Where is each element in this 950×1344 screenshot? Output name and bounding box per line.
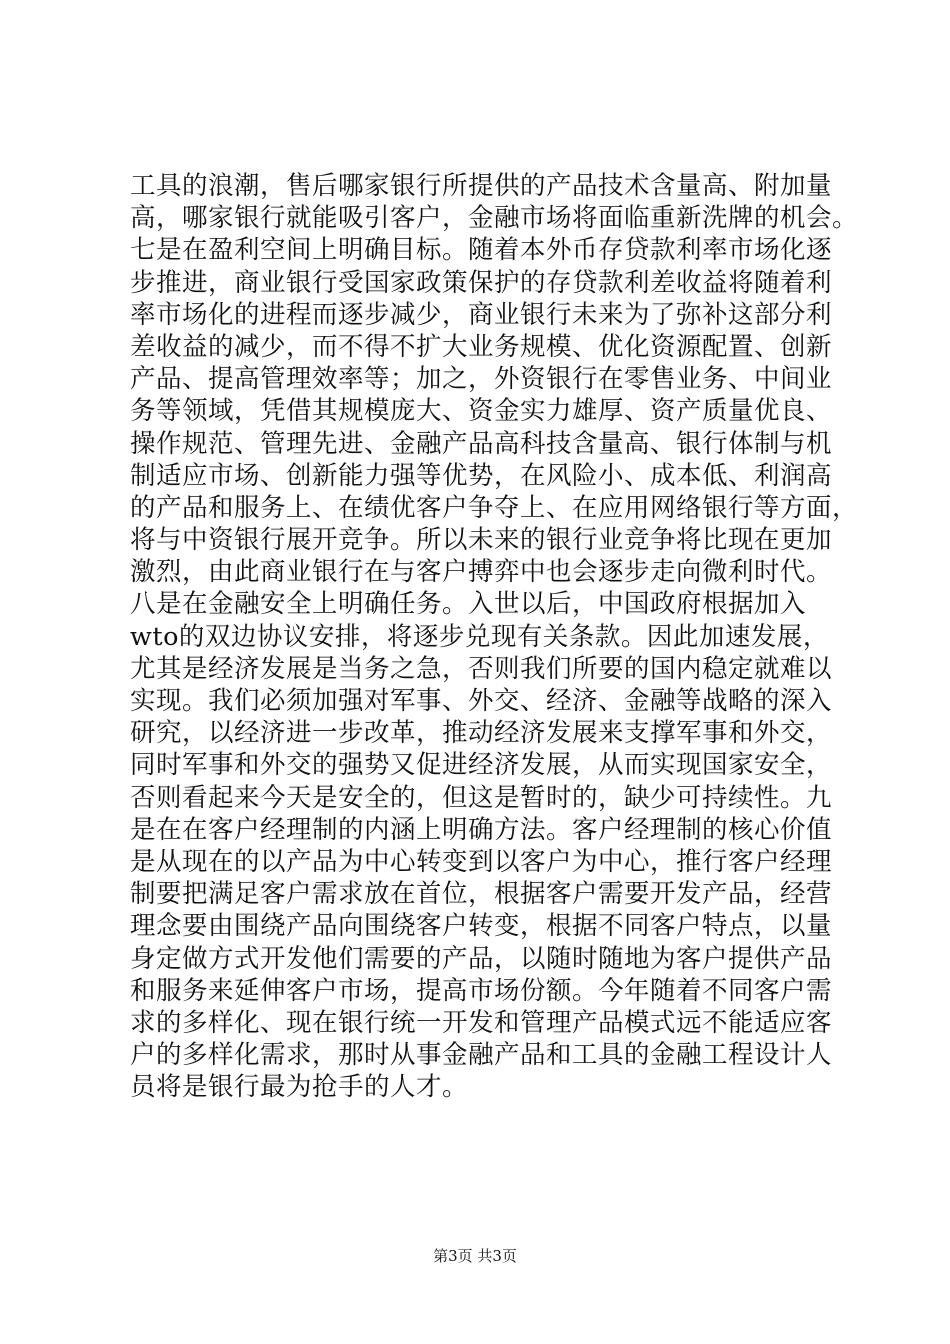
text-line: 工具的浪潮，售后哪家银行所提供的产品技术含量高、附加量 (130, 171, 833, 201)
text-line: 理念要由围绕产品向围绕客户转变，根据不同客户特点，以量 (130, 911, 833, 942)
text-line: 尤其是经济发展是当务之急，否则我们所要的国内稳定就难以 (130, 653, 833, 684)
text-line: 产品、提高管理效率等；加之，外资银行在零售业务、中间业 (130, 364, 833, 395)
text-line: 同时军事和外交的强势又促进经济发展，从而实现国家安全， (130, 750, 833, 781)
text-line: 制适应市场、创新能力强等优势，在风险小、成本低、利润高 (130, 460, 833, 491)
text-line: 身定做方式开发他们需要的产品，以随时随地为客户提供产品 (130, 943, 833, 974)
text-line: 的产品和服务上、在绩优客户争夺上、在应用网络银行等方面， (130, 492, 859, 523)
text-line: 否则看起来今天是安全的，但这是暂时的，缺少可持续性。九 (130, 782, 833, 813)
text-line: 步推进，商业银行受国家政策保护的存贷款利差收益将随着利 (130, 267, 833, 298)
text-line: 实现。我们必须加强对军事、外交、经济、金融等战略的深入 (130, 686, 833, 716)
text-line: 七是在盈利空间上明确目标。随着本外币存贷款利率市场化逐 (130, 235, 833, 266)
text-line: 将与中资银行展开竞争。所以未来的银行业竞争将比现在更加 (130, 525, 833, 556)
text-line: 激烈，由此商业银行在与客户搏弈中也会逐步走向微利时代。 (130, 557, 833, 588)
text-line: wto的双边协议安排，将逐步兑现有关条款。因此加速发展， (130, 621, 829, 652)
text-line: 求的多样化、现在银行统一开发和管理产品模式远不能适应客 (130, 1007, 833, 1038)
text-line: 差收益的减少，而不得不扩大业务规模、优化资源配置、创新 (130, 331, 833, 362)
text-line: 操作规范、管理先进、金融产品高科技含量高、银行体制与机 (130, 428, 833, 459)
text-line: 制要把满足客户需求放在首位，根据客户需要开发产品，经营 (130, 879, 833, 910)
page-footer: 第3页 共3页 (433, 1247, 517, 1265)
text-line: 是在在客户经理制的内涵上明确方法。客户经理制的核心价值 (130, 814, 833, 845)
body-text (130, 170, 859, 1103)
text-line: 是从现在的以产品为中心转变到以客户为中心，推行客户经理 (130, 846, 833, 877)
text-line: 务等领域，凭借其规模庞大、资金实力雄厚、资产质量优良、 (130, 396, 833, 427)
text-line: 研究，以经济进一步改革，推动经济发展来支撑军事和外交， (130, 718, 833, 749)
text-line: 和服务来延伸客户市场，提高市场份额。今年随着不同客户需 (130, 975, 833, 1006)
text-line: 员将是银行最为抢手的人才。 (130, 1072, 469, 1103)
text-line: 高，哪家银行就能吸引客户，金融市场将面临重新洗牌的机会。 (130, 203, 859, 234)
text-line: 八是在金融安全上明确任务。入世以后，中国政府根据加入 (130, 589, 807, 620)
text-line: 率市场化的进程而逐步减少，商业银行未来为了弥补这部分利 (130, 299, 833, 330)
text-line: 户的多样化需求，那时从事金融产品和工具的金融工程设计人 (130, 1040, 833, 1071)
